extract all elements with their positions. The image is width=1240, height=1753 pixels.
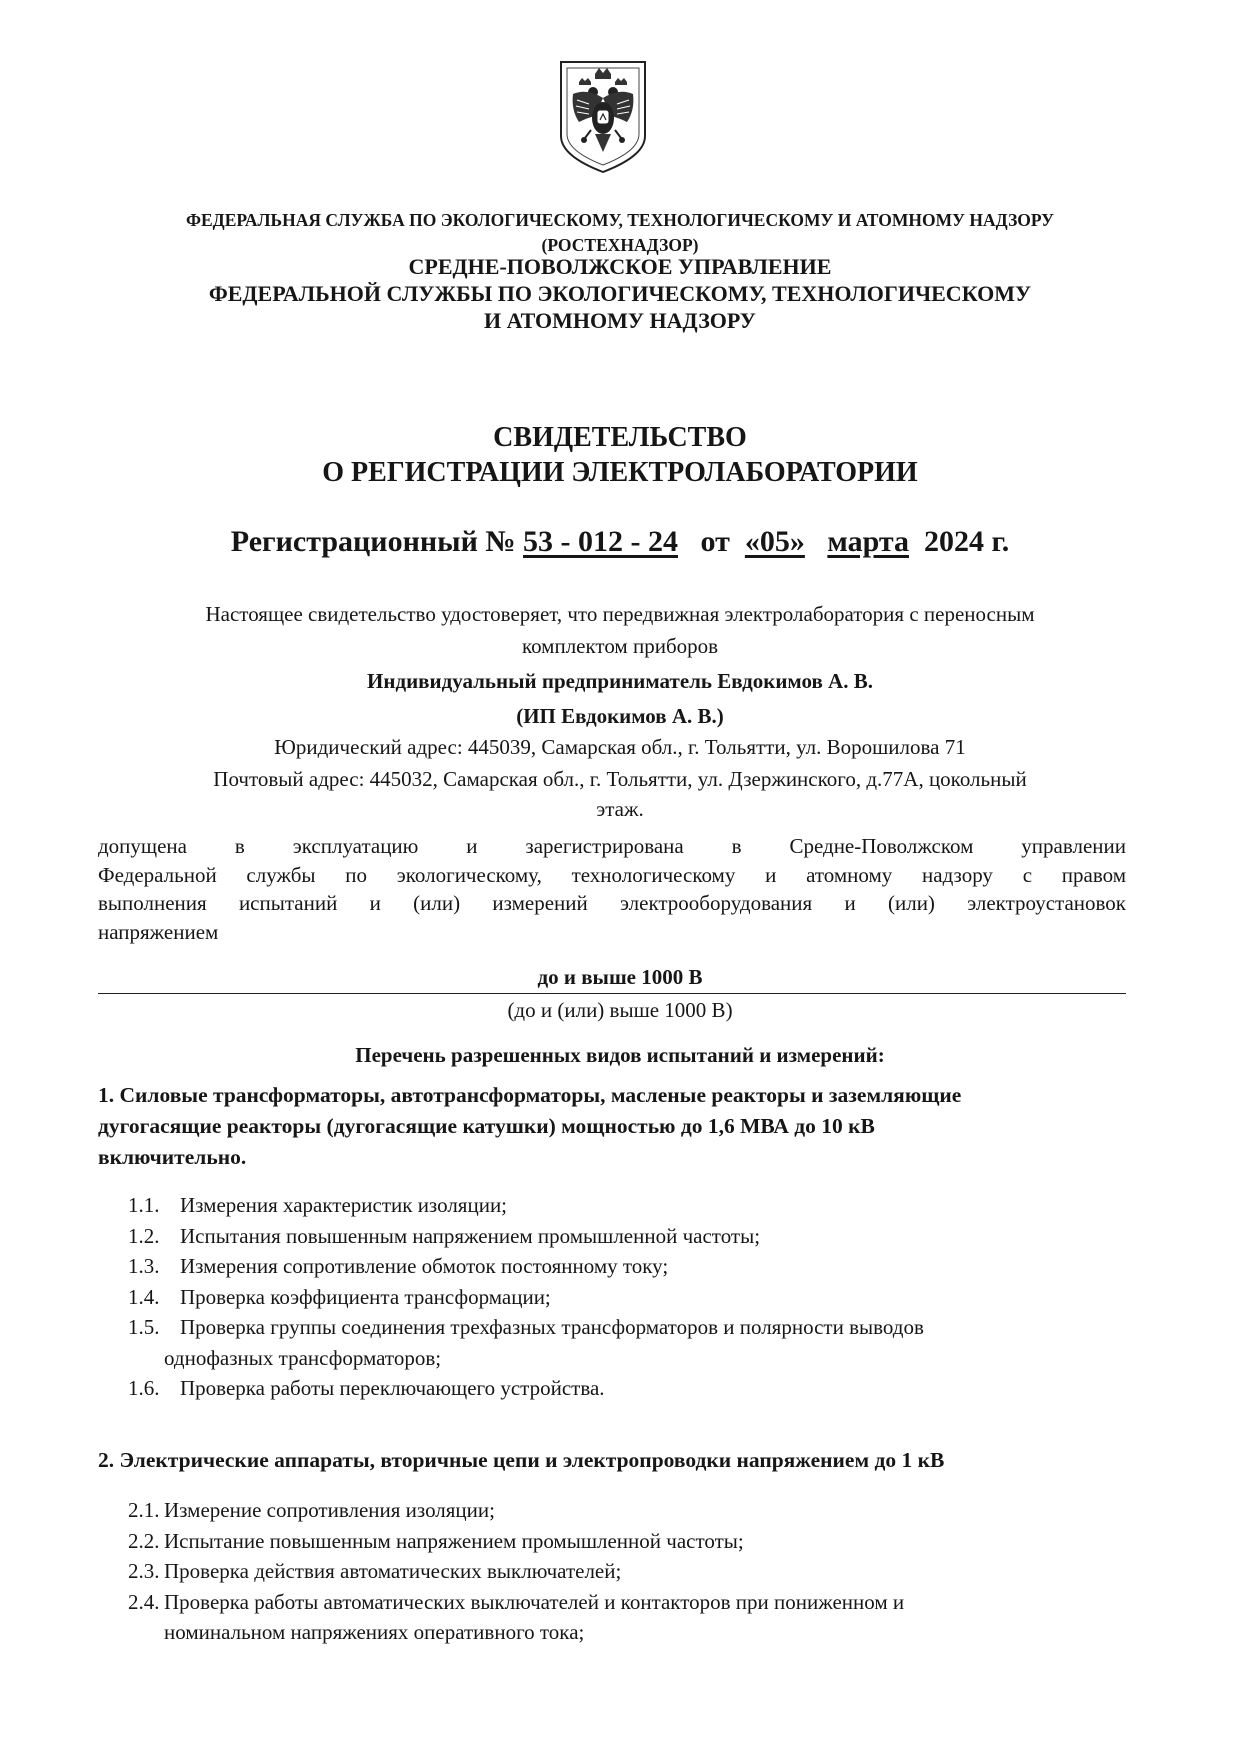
- section-1-heading-line-1: 1. Силовые трансформаторы, автотрансформаторы, масленые реакторы и заземляющие: [98, 1083, 962, 1107]
- intro-text: [0, 600, 1240, 660]
- item-continuation: номинальном напряжениях оперативного тока;: [164, 1620, 585, 1644]
- list-item: [128, 1221, 1118, 1252]
- list-item: [128, 1373, 1118, 1404]
- admission-line-3: выполнения испытаний и (или) измерений электрооборудования и (или) электроустановок: [98, 891, 1126, 915]
- item-text: Проверка действия автоматических выключателей;: [164, 1559, 622, 1583]
- intro-line-1: Настоящее свидетельство удостоверяет, что передвижная электролаборатория с переносным: [205, 602, 1035, 626]
- postal-address-line-2: этаж.: [596, 797, 644, 821]
- item-number: 2.3.: [128, 1559, 160, 1583]
- item-text: Измерения сопротивление обмоток постоянному току;: [180, 1254, 669, 1278]
- item-number: 1.6.: [128, 1376, 160, 1400]
- company-short-name: (ИП Евдокимов А. В.): [516, 704, 724, 728]
- list-title: Перечень разрешенных видов испытаний и измерений:: [355, 1043, 885, 1067]
- item-number: 1.1.: [128, 1193, 160, 1217]
- section-1-list: [128, 1190, 1118, 1404]
- registration-day: «05»: [744, 525, 805, 558]
- item-text: Испытания повышенным напряжением промышленной частоты;: [180, 1223, 761, 1248]
- agency-header: [0, 208, 1240, 258]
- admission-line-4: напряжением: [98, 919, 219, 944]
- department-line-1: СРЕДНЕ-ПОВОЛЖСКОЕ УПРАВЛЕНИЕ: [408, 254, 832, 279]
- section-1-heading-line-2: дугогасящие реакторы (дугогасящие катушки) мощностью до 1,6 МВА до 10 кВ: [98, 1114, 875, 1138]
- company-block: [0, 666, 1240, 731]
- intro-line-2: комплектом приборов: [521, 634, 719, 658]
- list-item: [128, 1190, 1118, 1221]
- item-number: 1.2.: [128, 1223, 160, 1248]
- coat-of-arms-emblem: [557, 58, 649, 176]
- agency-abbreviation: (РОСТЕХНАДЗОР): [541, 235, 699, 255]
- item-number: 1.3.: [128, 1254, 160, 1278]
- department-header: [0, 253, 1240, 334]
- list-item: [128, 1251, 1118, 1282]
- item-text: Проверка коэффициента трансформации;: [180, 1284, 551, 1309]
- item-text: Проверка работы автоматических выключателей и контакторов при пониженном и: [164, 1589, 905, 1614]
- list-item: [128, 1495, 1118, 1526]
- department-line-2: ФЕДЕРАЛЬНОЙ СЛУЖБЫ ПО ЭКОЛОГИЧЕСКОМУ, ТЕХНОЛОГИЧЕСКОМУ: [208, 281, 1032, 306]
- admission-paragraph: [98, 832, 1126, 946]
- postal-address: [0, 765, 1240, 823]
- admission-line-2: Федеральной службы по экологическому, технологическому и атомному надзору с правом: [98, 862, 1126, 887]
- section-1-heading-line-3: включительно.: [98, 1145, 247, 1169]
- item-number: 2.2.: [128, 1528, 160, 1553]
- voltage-hint: (до и (или) выше 1000 В): [507, 998, 733, 1022]
- voltage-value: до и выше 1000 В: [537, 965, 703, 989]
- item-text: Измерение сопротивления изоляции;: [164, 1498, 495, 1522]
- admission-line-1: допущена в эксплуатацию и зарегистрирована в Средне-Поволжском управлении: [98, 834, 1126, 858]
- list-item: [128, 1587, 1118, 1618]
- department-line-3: И АТОМНОМУ НАДЗОРУ: [484, 308, 756, 333]
- item-number: 1.5.: [128, 1315, 160, 1339]
- legal-address: Юридический адрес: 445039, Самарская обл., г. Тольятти, ул. Ворошилова 71: [274, 735, 966, 759]
- registration-year: 2024 г.: [923, 525, 1010, 558]
- postal-address-line-1: Почтовый адрес: 445032, Самарская обл., г. Тольятти, ул. Дзержинского, д.77А, цокольный: [213, 767, 1027, 791]
- registration-from: от: [700, 525, 730, 558]
- registration-line: [0, 522, 1240, 562]
- list-item: [128, 1556, 1118, 1587]
- list-item: [128, 1312, 1118, 1343]
- agency-name: ФЕДЕРАЛЬНАЯ СЛУЖБА ПО ЭКОЛОГИЧЕСКОМУ, ТЕХНОЛОГИЧЕСКОМУ И АТОМНОМУ НАДЗОРУ: [185, 210, 1055, 230]
- item-text: Измерения характеристик изоляции;: [180, 1193, 508, 1217]
- registration-prefix: Регистрационный №: [230, 525, 516, 558]
- item-number: 2.4.: [128, 1589, 160, 1614]
- item-text: Испытание повышенным напряжением промышленной частоты;: [164, 1528, 744, 1553]
- list-item: [128, 1526, 1118, 1557]
- registration-month: марта: [827, 525, 909, 558]
- title-line-2: О РЕГИСТРАЦИИ ЭЛЕКТРОЛАБОРАТОРИИ: [322, 457, 918, 488]
- item-continuation: однофазных трансформаторов;: [164, 1345, 442, 1370]
- item-number: 2.1.: [128, 1498, 160, 1522]
- item-text: Проверка группы соединения трехфазных трансформаторов и полярности выводов: [180, 1315, 924, 1339]
- section-1-heading: [98, 1080, 1128, 1173]
- list-item: [128, 1282, 1118, 1313]
- document-title: [0, 420, 1240, 490]
- voltage-underline: [98, 993, 1126, 994]
- item-number: 1.4.: [128, 1284, 160, 1309]
- section-2-heading: 2. Электрические аппараты, вторичные цепи и электропроводки напряжением до 1 кВ: [98, 1448, 945, 1472]
- company-name: Индивидуальный предприниматель Евдокимов А. В.: [367, 669, 873, 693]
- item-text: Проверка работы переключающего устройства.: [180, 1376, 605, 1400]
- section-2-list: [128, 1495, 1118, 1648]
- title-line-1: СВИДЕТЕЛЬСТВО: [493, 422, 747, 453]
- registration-number: 53 - 012 - 24: [523, 525, 679, 558]
